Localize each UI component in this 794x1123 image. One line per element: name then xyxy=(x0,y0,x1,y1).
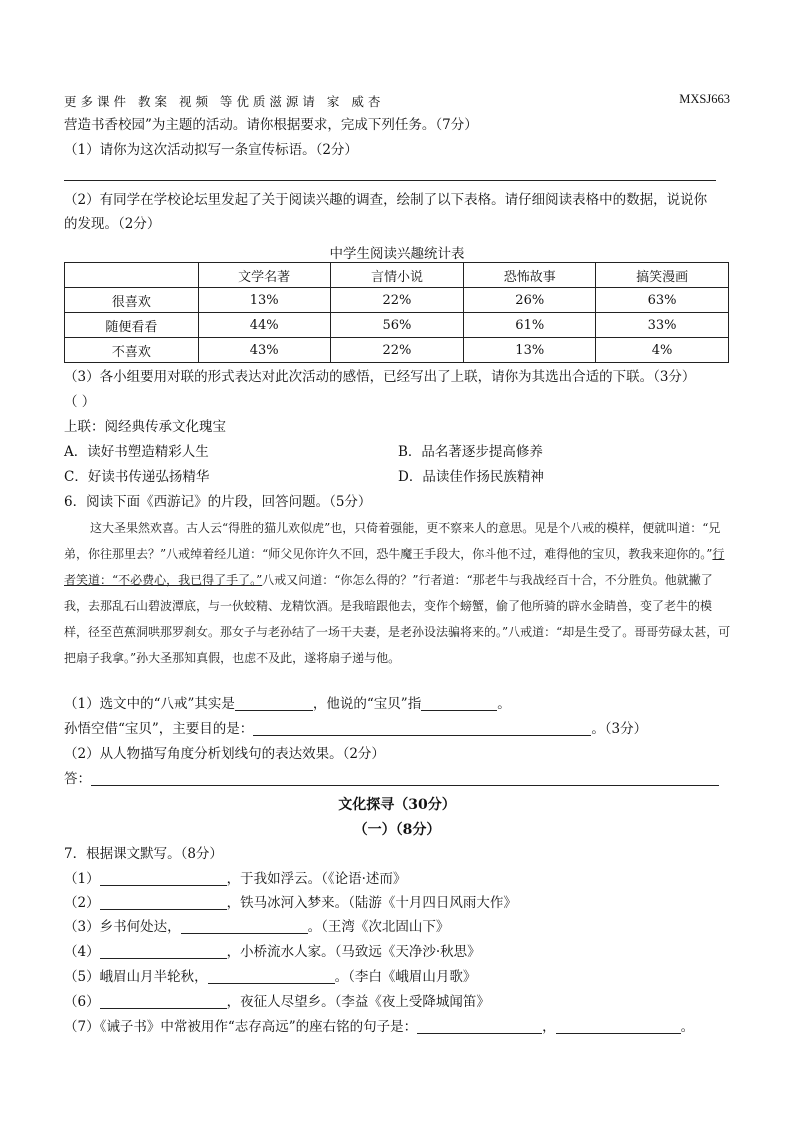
q6-sub1-line2-text-b: 。（3分） xyxy=(591,721,648,737)
couplet-upper: 上联：阅经典传承文化瑰宝 xyxy=(64,419,226,435)
q7-item-6 xyxy=(64,993,490,1011)
q6-sub1-line2-text-a: 孙悟空借“宝贝”，主要目的是： xyxy=(64,721,254,737)
table-row xyxy=(65,288,729,313)
blank-treasure[interactable] xyxy=(421,696,497,711)
table-cell: 13% xyxy=(198,288,330,313)
q5-sub1: （1）请你为这次活动拟写一条宣传标语。（2分） xyxy=(64,142,358,158)
q6-sub1-text-c: 。 xyxy=(497,696,511,712)
table-row-label: 很喜欢 xyxy=(65,288,199,313)
q6-sub1-text-b: ，他说的“宝贝”指 xyxy=(312,696,422,712)
table-header-cell: 言情小说 xyxy=(330,263,464,288)
item-text: 。 xyxy=(680,1019,695,1035)
item-text: ，夜征人尽望乡。（李益《夜上受降城闻笛》 xyxy=(226,994,490,1010)
answer-line[interactable] xyxy=(91,771,719,786)
reading-interest-table xyxy=(64,262,729,363)
table-row-label: 随便看看 xyxy=(65,313,199,338)
q5-sub1-answer-line[interactable] xyxy=(64,180,716,181)
item-text: ，于我如浮云。（《论语·述而》 xyxy=(226,871,407,887)
table-header-cell: 搞笑漫画 xyxy=(596,263,729,288)
recite-blank[interactable] xyxy=(100,871,227,886)
passage-part-1: 这大圣果然欢喜。古人云“得胜的猫儿欢似虎”也，只倚着强能，更不察来人的意思。见是个八戒的模样，便就叫道：“兄弟，你往那里去？”八戒绰着经儿道：“师父见你许久不回，恐牛魔王手段大，你斗他不过，难得他的宝贝，教我来迎你的。” xyxy=(64,521,721,561)
table-header-row xyxy=(65,263,729,288)
item-text: ， xyxy=(542,1019,556,1035)
option-c[interactable]: C．好读书传递弘扬精华 xyxy=(64,469,210,485)
q7-item-1 xyxy=(64,870,406,888)
item-text: （5）峨眉山月半轮秋， xyxy=(64,969,208,985)
table-header-cell xyxy=(65,263,199,288)
passage-part-3: 八戒又问道：“你怎么得的？”行者道：“那老牛与我战经百十合，不分胜负。他就撇了我，去那乱石山碧波潭底，与一伙蛟精、龙精饮酒。是我暗跟他去，变作个螃蟹，偷了他所骑的辟水金睛兽，变了老牛的模样，径至芭蕉洞哄那罗刹女。那女子与老孙结了一场干夫妻，是老孙设法骗将来的。”八戒道：“却是生受了。哥哥劳碌太甚，可把扇子我拿。”孙大圣那知真假，也虑不及此，遂将扇子递与他。 xyxy=(64,573,731,665)
q6-title: 6．阅读下面《西游记》的片段，回答问题。（5分） xyxy=(64,494,372,510)
table-cell: 33% xyxy=(596,313,729,338)
xiyouji-passage xyxy=(64,515,732,671)
table-cell: 22% xyxy=(330,288,464,313)
blank-bajie-identity[interactable] xyxy=(235,696,313,711)
q5-sub2-line2: 的发现。（2分） xyxy=(64,216,161,232)
q5-sub3-line1: （3）各小组要用对联的形式表达对此次活动的感悟，已经写出了上联，请你为其选出合适的下联。（3分） xyxy=(64,369,696,385)
table-cell: 44% xyxy=(198,313,330,338)
q5-intro: 营造书香校园”为主题的活动。请你根据要求，完成下列任务。（7分） xyxy=(64,117,478,133)
option-a[interactable]: A．读好书塑造精彩人生 xyxy=(64,444,209,460)
table-cell: 26% xyxy=(464,288,596,313)
recite-blank[interactable] xyxy=(556,1019,681,1034)
option-d[interactable]: D．品读佳作扬民族精神 xyxy=(398,469,544,485)
q7-item-2 xyxy=(64,894,517,912)
table-cell: 63% xyxy=(596,288,729,313)
table-header-cell: 文学名著 xyxy=(198,263,330,288)
item-label: （6） xyxy=(64,994,100,1010)
item-text: （3）乡书何处达， xyxy=(64,919,181,935)
answer-label: 答： xyxy=(64,771,91,787)
section-part: （一）（8分） xyxy=(353,822,441,838)
q6-sub2: （2）从人物描写角度分析划线句的表达效果。（2分） xyxy=(64,746,385,762)
recite-blank[interactable] xyxy=(100,994,227,1009)
q7-item-3 xyxy=(64,918,449,936)
recite-blank[interactable] xyxy=(208,969,335,984)
item-label: （4） xyxy=(64,944,100,960)
option-b[interactable]: B．品名著逐步提高修养 xyxy=(398,444,543,460)
item-text: 。（李白《峨眉山月歌》 xyxy=(334,969,477,985)
item-text: ，小桥流水人家。（马致远《天净沙·秋思》 xyxy=(226,944,481,960)
header-code: MXSJ663 xyxy=(679,92,730,106)
q7-item-4 xyxy=(64,943,481,961)
table-cell: 22% xyxy=(330,338,464,363)
table-row xyxy=(65,313,729,338)
table-row xyxy=(65,338,729,363)
header-promo-text: 更多课件 教案 视频 等优质滋源请 家 威杏 xyxy=(64,94,385,109)
section-title: 文化探寻（30分） xyxy=(338,797,456,813)
table-cell: 13% xyxy=(464,338,596,363)
item-text: （7）《诫子书》中常被用作“志存高远”的座右铭的句子是： xyxy=(64,1019,418,1035)
recite-blank[interactable] xyxy=(417,1019,542,1034)
recite-blank[interactable] xyxy=(100,895,227,910)
page-header xyxy=(64,92,730,110)
q7-title: 7．根据课文默写。（8分） xyxy=(64,846,223,862)
passage-underlined-sentence: 行者笑道：“不必费心，我已得了手了。” xyxy=(64,547,725,587)
q6-answer xyxy=(64,770,719,788)
table-cell: 61% xyxy=(464,313,596,338)
recite-blank[interactable] xyxy=(100,944,227,959)
q7-item-5 xyxy=(64,968,476,986)
table-header-cell: 恐怖故事 xyxy=(464,263,596,288)
table-title: 中学生阅读兴趣统计表 xyxy=(329,246,465,262)
q5-sub3-answer-paren[interactable]: （ ） xyxy=(64,394,96,410)
item-text: 。（王湾《次北固山下》 xyxy=(307,919,450,935)
item-label: （1） xyxy=(64,871,100,887)
q7-item-7 xyxy=(64,1018,694,1036)
q6-sub1-line2 xyxy=(64,720,647,738)
q6-sub1-text-a: （1）选文中的“八戒”其实是 xyxy=(64,696,235,712)
blank-purpose[interactable] xyxy=(253,721,591,736)
q5-sub2-line1: （2）有同学在学校论坛里发起了关于阅读兴趣的调查，绘制了以下表格。请仔细阅读表格中的数据，说说你 xyxy=(64,192,708,208)
table-row-label: 不喜欢 xyxy=(65,338,199,363)
table-cell: 56% xyxy=(330,313,464,338)
q6-sub1 xyxy=(64,695,511,713)
recite-blank[interactable] xyxy=(181,919,308,934)
item-text: ，铁马冰河入梦来。（陆游《十月四日风雨大作》 xyxy=(226,895,517,911)
table-cell: 4% xyxy=(596,338,729,363)
table-cell: 43% xyxy=(198,338,330,363)
item-label: （2） xyxy=(64,895,100,911)
